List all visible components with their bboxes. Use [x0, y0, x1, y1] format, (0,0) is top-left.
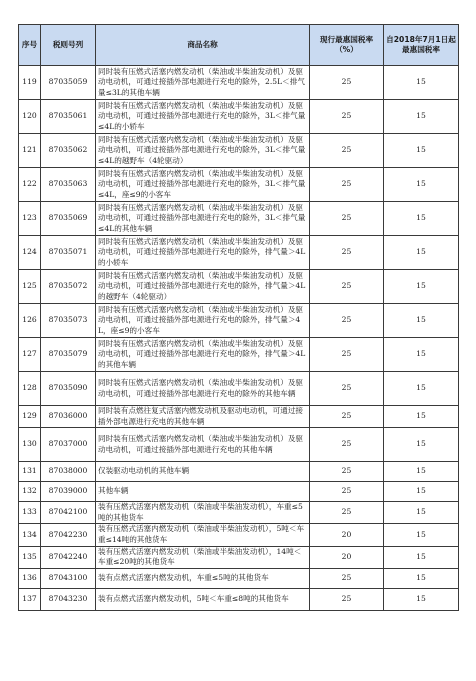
cell-new-rate: 15	[384, 66, 459, 100]
cell-name: 同时装有压燃式活塞内燃发动机（柴油或半柴油发动机）及驱动电动机，可通过接插外部电源进行充电的除外的其他车辆	[96, 372, 310, 406]
cell-code: 87037000	[41, 428, 96, 462]
cell-seq: 119	[19, 66, 41, 100]
cell-name: 同时装有压燃式活塞内燃发动机（柴油或半柴油发动机）及驱动电动机，可通过接插外部电源进行充电的其他车辆	[96, 428, 310, 462]
cell-name: 装有压燃式活塞内燃发动机（柴油或半柴油发动机），14吨＜车重≤20吨的其他货车	[96, 546, 310, 568]
cell-new-rate: 15	[384, 304, 459, 338]
cell-seq: 133	[19, 502, 41, 524]
table-row	[19, 568, 459, 588]
cell-code: 87038000	[41, 462, 96, 482]
cell-current-rate: 25	[310, 134, 384, 168]
table-row	[19, 524, 459, 546]
cell-code: 87042100	[41, 502, 96, 524]
cell-new-rate: 15	[384, 236, 459, 270]
table-row	[19, 270, 459, 304]
cell-new-rate: 15	[384, 428, 459, 462]
cell-current-rate: 25	[310, 406, 384, 428]
cell-name: 同时装有压燃式活塞内燃发动机（柴油或半柴油发动机）及驱动电动机，可通过接插外部电源进行充电的除外，排气量＞4L的小轿车	[96, 236, 310, 270]
cell-new-rate: 15	[384, 168, 459, 202]
cell-seq: 131	[19, 462, 41, 482]
table-row	[19, 406, 459, 428]
cell-name: 装有压燃式活塞内燃发动机（柴油或半柴油发动机），车重≤5吨的其他货车	[96, 502, 310, 524]
cell-new-rate: 15	[384, 502, 459, 524]
cell-seq: 134	[19, 524, 41, 546]
table-row	[19, 546, 459, 568]
cell-code: 87035090	[41, 372, 96, 406]
cell-name: 同时装有压燃式活塞内燃发动机（柴油或半柴油发动机）及驱动电动机，可通过接插外部电源进行充电的除外，排气量＞4L的其他车辆	[96, 338, 310, 372]
cell-seq: 132	[19, 482, 41, 502]
table-row	[19, 66, 459, 100]
cell-name: 同时装有压燃式活塞内燃发动机（柴油或半柴油发动机）及驱动电动机，可通过接插外部电源进行充电的除外，3L＜排气量≤4L的小轿车	[96, 100, 310, 134]
cell-new-rate: 15	[384, 482, 459, 502]
cell-current-rate: 25	[310, 428, 384, 462]
cell-name: 同时装有压燃式活塞内燃发动机（柴油或半柴油发动机）及驱动电动机，可通过接插外部电源进行充电的除外，3L＜排气量≤4L的其他车辆	[96, 202, 310, 236]
cell-seq: 121	[19, 134, 41, 168]
cell-code: 87042230	[41, 524, 96, 546]
cell-new-rate: 15	[384, 588, 459, 610]
cell-name: 仅装驱动电动机的其他车辆	[96, 462, 310, 482]
table-row	[19, 588, 459, 610]
cell-current-rate: 25	[310, 588, 384, 610]
cell-code: 87039000	[41, 482, 96, 502]
cell-code: 87035063	[41, 168, 96, 202]
table-row	[19, 428, 459, 462]
tariff-table	[18, 24, 459, 611]
cell-current-rate: 20	[310, 546, 384, 568]
header-seq: 序号	[19, 25, 41, 66]
cell-code: 87035069	[41, 202, 96, 236]
cell-name: 同时装有压燃式活塞内燃发动机（柴油或半柴油发动机）及驱动电动机，可通过接插外部电源进行充电的除外，2.5L＜排气量≤3L的其他车辆	[96, 66, 310, 100]
cell-code: 87035062	[41, 134, 96, 168]
cell-seq: 126	[19, 304, 41, 338]
table-row	[19, 372, 459, 406]
cell-current-rate: 25	[310, 100, 384, 134]
cell-seq: 128	[19, 372, 41, 406]
cell-code: 87043100	[41, 568, 96, 588]
cell-seq: 124	[19, 236, 41, 270]
cell-current-rate: 25	[310, 372, 384, 406]
table-row	[19, 462, 459, 482]
cell-name: 同时装有压燃式活塞内燃发动机（柴油或半柴油发动机）及驱动电动机，可通过接插外部电源进行充电的除外，排气量＞4L，座≤9的小客车	[96, 304, 310, 338]
table-row	[19, 134, 459, 168]
cell-seq: 127	[19, 338, 41, 372]
cell-name: 同时装有压燃式活塞内燃发动机（柴油或半柴油发动机）及驱动电动机，可通过接插外部电源进行充电的除外，3L＜排气量≤4L，座≤9的小客车	[96, 168, 310, 202]
header-new-rate: 自2018年7月1日起最惠国税率	[384, 25, 459, 66]
cell-seq: 137	[19, 588, 41, 610]
table-row	[19, 100, 459, 134]
table-row	[19, 304, 459, 338]
cell-name: 其他车辆	[96, 482, 310, 502]
cell-code: 87042240	[41, 546, 96, 568]
cell-current-rate: 25	[310, 304, 384, 338]
table-row	[19, 202, 459, 236]
cell-current-rate: 25	[310, 202, 384, 236]
cell-current-rate: 25	[310, 568, 384, 588]
cell-new-rate: 15	[384, 270, 459, 304]
cell-seq: 120	[19, 100, 41, 134]
cell-seq: 123	[19, 202, 41, 236]
cell-current-rate: 25	[310, 462, 384, 482]
cell-new-rate: 15	[384, 100, 459, 134]
cell-seq: 136	[19, 568, 41, 588]
cell-new-rate: 15	[384, 134, 459, 168]
table-row	[19, 168, 459, 202]
cell-current-rate: 25	[310, 236, 384, 270]
cell-current-rate: 25	[310, 502, 384, 524]
cell-code: 87036000	[41, 406, 96, 428]
cell-code: 87035061	[41, 100, 96, 134]
cell-new-rate: 15	[384, 568, 459, 588]
cell-seq: 125	[19, 270, 41, 304]
cell-name: 同时装有压燃式活塞内燃发动机（柴油或半柴油发动机）及驱动电动机，可通过接插外部电源进行充电的除外，排气量＞4L的越野车（4轮驱动）	[96, 270, 310, 304]
cell-current-rate: 25	[310, 270, 384, 304]
cell-new-rate: 15	[384, 406, 459, 428]
cell-code: 87035073	[41, 304, 96, 338]
cell-current-rate: 25	[310, 482, 384, 502]
table-row	[19, 502, 459, 524]
table-header-row	[19, 25, 459, 66]
cell-current-rate: 20	[310, 524, 384, 546]
cell-new-rate: 15	[384, 372, 459, 406]
cell-code: 87035072	[41, 270, 96, 304]
table-row	[19, 482, 459, 502]
cell-new-rate: 15	[384, 524, 459, 546]
cell-code: 87035059	[41, 66, 96, 100]
cell-seq: 130	[19, 428, 41, 462]
cell-new-rate: 15	[384, 202, 459, 236]
cell-current-rate: 25	[310, 66, 384, 100]
cell-seq: 135	[19, 546, 41, 568]
cell-current-rate: 25	[310, 168, 384, 202]
cell-code: 87035079	[41, 338, 96, 372]
header-current-rate: 现行最惠国税率（%）	[310, 25, 384, 66]
cell-name: 同时装有点燃往复式活塞内燃发动机及驱动电动机，可通过接插外部电源进行充电的其他车辆	[96, 406, 310, 428]
cell-new-rate: 15	[384, 462, 459, 482]
header-name: 商品名称	[96, 25, 310, 66]
cell-name: 装有点燃式活塞内燃发动机，车重≤5吨的其他货车	[96, 568, 310, 588]
cell-name: 同时装有压燃式活塞内燃发动机（柴油或半柴油发动机）及驱动电动机，可通过接插外部电源进行充电的除外，3L＜排气量≤4L的越野车（4轮驱动）	[96, 134, 310, 168]
cell-new-rate: 15	[384, 546, 459, 568]
cell-seq: 129	[19, 406, 41, 428]
cell-code: 87043230	[41, 588, 96, 610]
header-code: 税则号列	[41, 25, 96, 66]
table-row	[19, 236, 459, 270]
cell-name: 装有点燃式活塞内燃发动机，5吨＜车重≤8吨的其他货车	[96, 588, 310, 610]
cell-current-rate: 25	[310, 338, 384, 372]
cell-name: 装有压燃式活塞内燃发动机（柴油或半柴油发动机），5吨＜车重≤14吨的其他货车	[96, 524, 310, 546]
cell-seq: 122	[19, 168, 41, 202]
cell-code: 87035071	[41, 236, 96, 270]
table-row	[19, 338, 459, 372]
cell-new-rate: 15	[384, 338, 459, 372]
